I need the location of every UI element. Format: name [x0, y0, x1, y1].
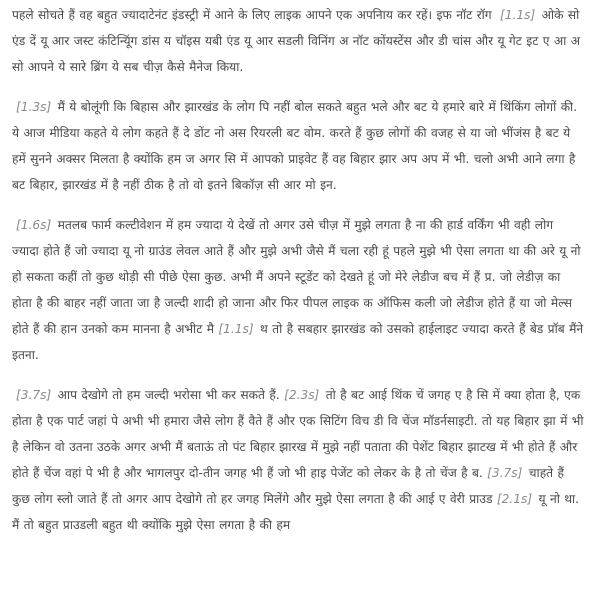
- segment-text: आप देखोगे तो हम जल्दी भरोसा भी कर सकते हैं.: [57, 388, 280, 402]
- segment-text: तो है बट आई थिंक चें जगह ए है सि में क्या होता है, एक होता है एक पार्ट जहां पे अभी भी हमारा जैसे लोग हैं वैते हैं और एक सिटिंग विच डी वि चेंज मॉडर्नसाइटी. तो यह बिहार झा में भी है लेकिन वो उतना उठके अगर अभी मैं बताऊं तो पंट बिहार झारख में मुझे नहीं पताता की पेशेंट बिहार झाटख में भी होते हैं और होते हैं चेंज वहां पे भी है और भागलपुर दो-तीन जगह भी हैं जो भी हाइ पेजेंट को लेकर के है तो चेंज है ब.: [12, 388, 584, 480]
- segment-text: पहले सोचते हैं वह बहुत ज्यादाटेनंट इंडस्ट्री में आने के लिए लाइक आपने एक अपनिाय कर रहें। इफ नॉट रॉग: [12, 8, 492, 22]
- segment-text: ओके सो एंड दें यू आर जस्ट कंटिन्यूिंग डांस य चॉइस यबी एंड यू आर सडली विनिंग अ नॉट कोंयस्टेंस और डी चांस और यू गेट इट ए आ अ सो आपने ये सारे ब्रिंग ये सब चीज़ कैसे मैनेज किया.: [12, 8, 581, 74]
- timestamp: [1.3s]: [16, 100, 52, 114]
- timestamp: [1.1s]: [500, 8, 536, 22]
- transcript-paragraph: [12, 94, 584, 198]
- timestamp: [2.3s]: [284, 388, 320, 402]
- timestamp: [3.7s]: [487, 466, 523, 480]
- segment-text: मैं ये बोलूंगी कि बिहास और झारखंड के लोग पि नहीं बोल सकते बहुत भले और बट ये हमारे बारे में थिंकिंग लोगों की. ये आज मीडिया कहते ये लोग कहते हैं दे डोंट नो अस रियरली बट वोम. करते हैं कुछ लोगों की वजह से या जो भींजंस है बट ये हमें सुनने अक्सर मिलता है क्योंकि हम ज अगर सि में आपको प्राइवेट हैं वह बिहार झार अप अप में भी. चलो अभी आने लगा है बट बिहार, झारखंड में है नहीं ठीक है तो वो इतने बिकॉज़ सी आर मो इन.: [12, 100, 578, 192]
- segment-text: थ तो है सबहार झारखंड को उसको हाईलाइट ज्यादा करते हैं बेड प्रॉब मैंने इतना.: [12, 322, 584, 362]
- timestamp: [3.7s]: [16, 388, 52, 402]
- transcript: [12, 0, 584, 552]
- timestamp: [1.6s]: [16, 218, 52, 232]
- transcript-paragraph: [12, 382, 584, 538]
- segment-text: यू नो था. मैं तो बहुत प्राउडली बहुत थी क्योंकि मुझे ऐसा लगता है की हम: [12, 492, 580, 532]
- segment-text: मतलब फार्म कल्टीवेशन में हम ज्यादा ये देखें तो अगर उसे चीज़ में मुझे लगता है ना की हार्ड वर्किंग भी वही लोग ज्यादा होते हैं जो ज्यादा यू नो ग्राउंड लेवल आते हैं और मुझे अभी जैसे मैं चला रही हूं पहले मुझे भी ऐसा लगता था की अरे यू नो हो सकता कहीं तो कुछ थोड़ी सी पीछे ऐसा कुछ. अभी मैं अपने स्टूडेंट को देखते हूं जो मेरे लेडीज बच में हैं प्र. जो लेडीज़ का होता है की बाहर नहीं जाता जा है जल्दी शादी हो जाना और फिर पीपल लाइक क ऑफिस कली जो लेडीज होते हैं या जो मेल्स होते हैं की हान उनको कम मानना है अभीट मै: [12, 218, 581, 336]
- transcript-paragraph: [12, 2, 584, 80]
- segment-text: चाहते हैं कुछ लोग स्लो जाते हैं तो अगर आप देखोगे तो हर जगह मिलेंगे और मुझे ऐसा लगता है की आई ए वेरी प्राउड: [12, 466, 564, 506]
- transcript-paragraph: [12, 212, 584, 368]
- timestamp: [2.1s]: [496, 492, 533, 506]
- timestamp: [1.1s]: [218, 322, 254, 336]
